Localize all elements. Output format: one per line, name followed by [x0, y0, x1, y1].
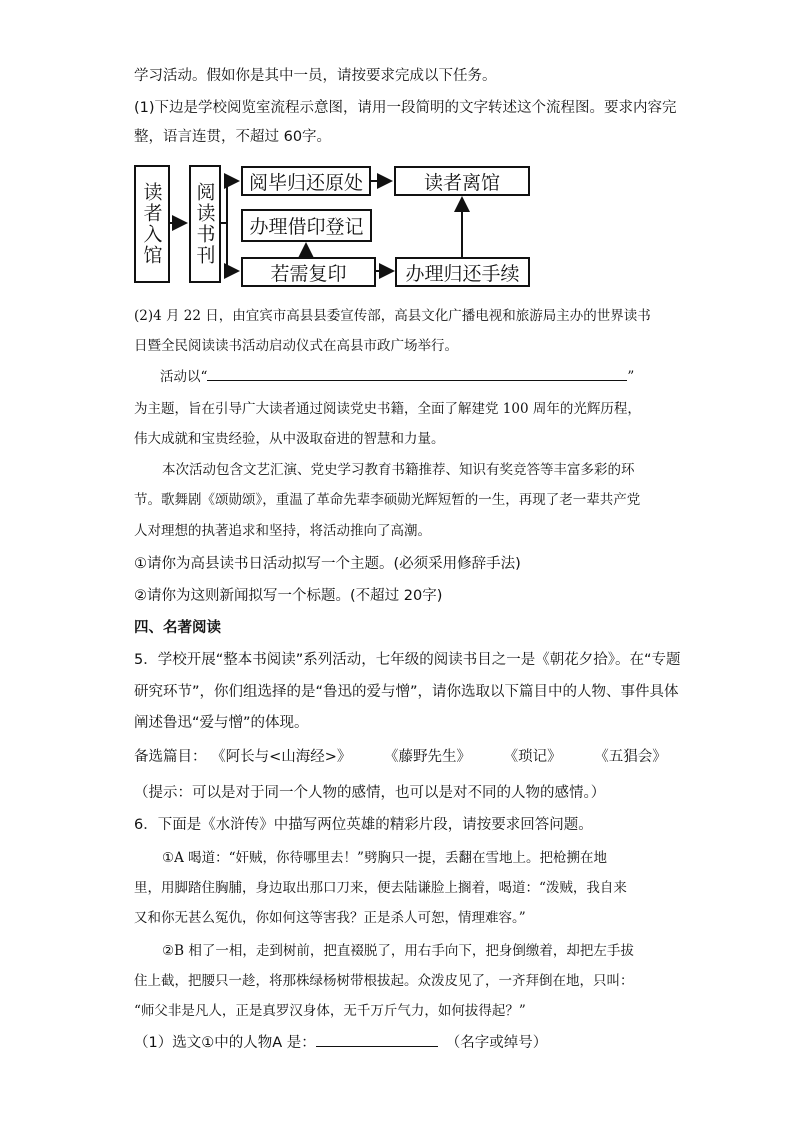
- task2-line6: 节。歌舞剧《颂勋颂》，重温了革命先辈李硕勋光辉短暂的一生，再现了老一辈共产党: [134, 492, 641, 508]
- options-line: [134, 747, 667, 767]
- flow-return-procedure-label: 办理归还手续: [405, 262, 520, 285]
- passage-a-line1: ①A 喝道：“奸贼，你待哪里去！”劈胸只一提，丢翻在雪地上。把枪搠在地: [162, 850, 607, 866]
- task2-line4: 伟大成就和宝贵经验，从中汲取奋进的智慧和力量。: [134, 431, 445, 447]
- flow-box-need-copy: [241, 257, 376, 287]
- theme-line: [160, 367, 634, 387]
- flowchart-arrows: [0, 0, 794, 300]
- flow-read-label: 阅读书刊: [193, 182, 216, 266]
- task2-line1: (2)4 月 22 日，由宜宾市高县县委宣传部，高县文化广播电视和旅游局主办的世界读书: [134, 308, 651, 324]
- flow-need-copy-label: 若需复印: [270, 262, 347, 285]
- options-label: 备选篇目：: [134, 749, 207, 765]
- q6-line1: 6．下面是《水浒传》中描写两位英雄的精彩片段，请按要求回答问题。: [134, 817, 593, 833]
- task2-line2: 日暨全民阅读读书活动启动仪式在高县市政广场举行。: [134, 338, 458, 354]
- passage-b-line2: 住上截，把腰只一趁，将那株绿杨树带根拔起。众泼皮见了，一齐拜倒在地，只叫：: [134, 973, 634, 989]
- task2-line5: 本次活动包含文艺汇演、党史学习教育书籍推荐、知识有奖竞答等丰富多彩的环: [162, 462, 635, 478]
- flow-box-entry: [134, 165, 170, 283]
- option-item: 《藤野先生》: [384, 749, 472, 765]
- theme-blank[interactable]: [207, 380, 627, 381]
- flow-box-read: [189, 165, 221, 283]
- flow-leave-label: 读者离馆: [423, 171, 500, 194]
- option-item: 《五猖会》: [594, 749, 667, 765]
- passage-a-line2: 里，用脚踏住胸脯，身边取出那口刀来，便去陆谦脸上搁着，喝道：“泼贼，我自来: [134, 880, 627, 896]
- flow-borrow-register-label: 办理借印登记: [249, 216, 364, 238]
- q5-line1: 5．学校开展“整本书阅读”系列活动，七年级的阅读书目之一是《朝花夕拾》。在“专题: [134, 652, 681, 668]
- sub-question-1-prefix: （1）选文①中的人物A 是：: [134, 1035, 316, 1051]
- q5-line2: 研究环节”，你们组选择的是“鲁迅的爱与憎”，请你选取以下篇目中的人物、事件具体: [134, 684, 679, 700]
- task2-line3: 为主题，旨在引导广大读者通过阅读党史书籍，全面了解建党 100 周年的光辉历程，: [134, 401, 641, 417]
- flow-box-return-original: [241, 166, 371, 196]
- task1-line1: (1)下边是学校阅览室流程示意图，请用一段简明的文字转述这个流程图。要求内容完: [134, 100, 677, 116]
- task2-question1: ①请你为高县读书日活动拟写一个主题。(必须采用修辞手法): [134, 556, 521, 572]
- theme-suffix: ”: [627, 369, 635, 385]
- option-item: 《阿长与<山海经>》: [211, 749, 352, 765]
- flow-box-borrow-register: [241, 209, 372, 242]
- arrow-read-to-return: [221, 181, 238, 223]
- passage-b-line1: ②B 相了一相，走到树前，把直裰脱了，用右手向下，把身倒缴着，却把左手拔: [162, 943, 634, 959]
- task2-question2: ②请你为这则新闻拟写一个标题。(不超过 20字): [134, 588, 443, 604]
- q5-line3: 阐述鲁迅“爱与憎”的体现。: [134, 715, 309, 731]
- answer-blank-a[interactable]: [316, 1046, 438, 1047]
- flow-box-leave: [394, 166, 530, 196]
- task1-line2: 整，语言连贯，不超过 60字。: [134, 129, 332, 145]
- sub-question-1-suffix: （名字或绰号）: [445, 1035, 548, 1051]
- flow-return-original-label: 阅毕归还原处: [248, 171, 363, 194]
- passage-a-line3: 又和你无甚么冤仇，你如何这等害我？正是杀人可恕，情理难容。”: [134, 910, 526, 926]
- arrow-read-to-copy: [227, 223, 238, 271]
- option-item: 《琐记》: [503, 749, 562, 765]
- intro-line: 学习活动。假如你是其中一员，请按要求完成以下任务。: [134, 68, 497, 84]
- task2-line7: 人对理想的执著追求和坚持，将活动推向了高潮。: [134, 523, 431, 539]
- section4-heading: 四、名著阅读: [134, 620, 221, 636]
- flow-box-return-procedure: [395, 257, 530, 287]
- flow-entry-label: 读者入馆: [140, 182, 163, 266]
- sub-question-1: [134, 1033, 547, 1053]
- passage-b-line3: “师父非是凡人，正是真罗汉身体，无千万斤气力，如何拔得起？”: [134, 1003, 526, 1019]
- hint-line: （提示：可以是对于同一个人物的感情，也可以是对不同的人物的感情。）: [134, 785, 606, 801]
- theme-prefix: 活动以“: [160, 369, 208, 385]
